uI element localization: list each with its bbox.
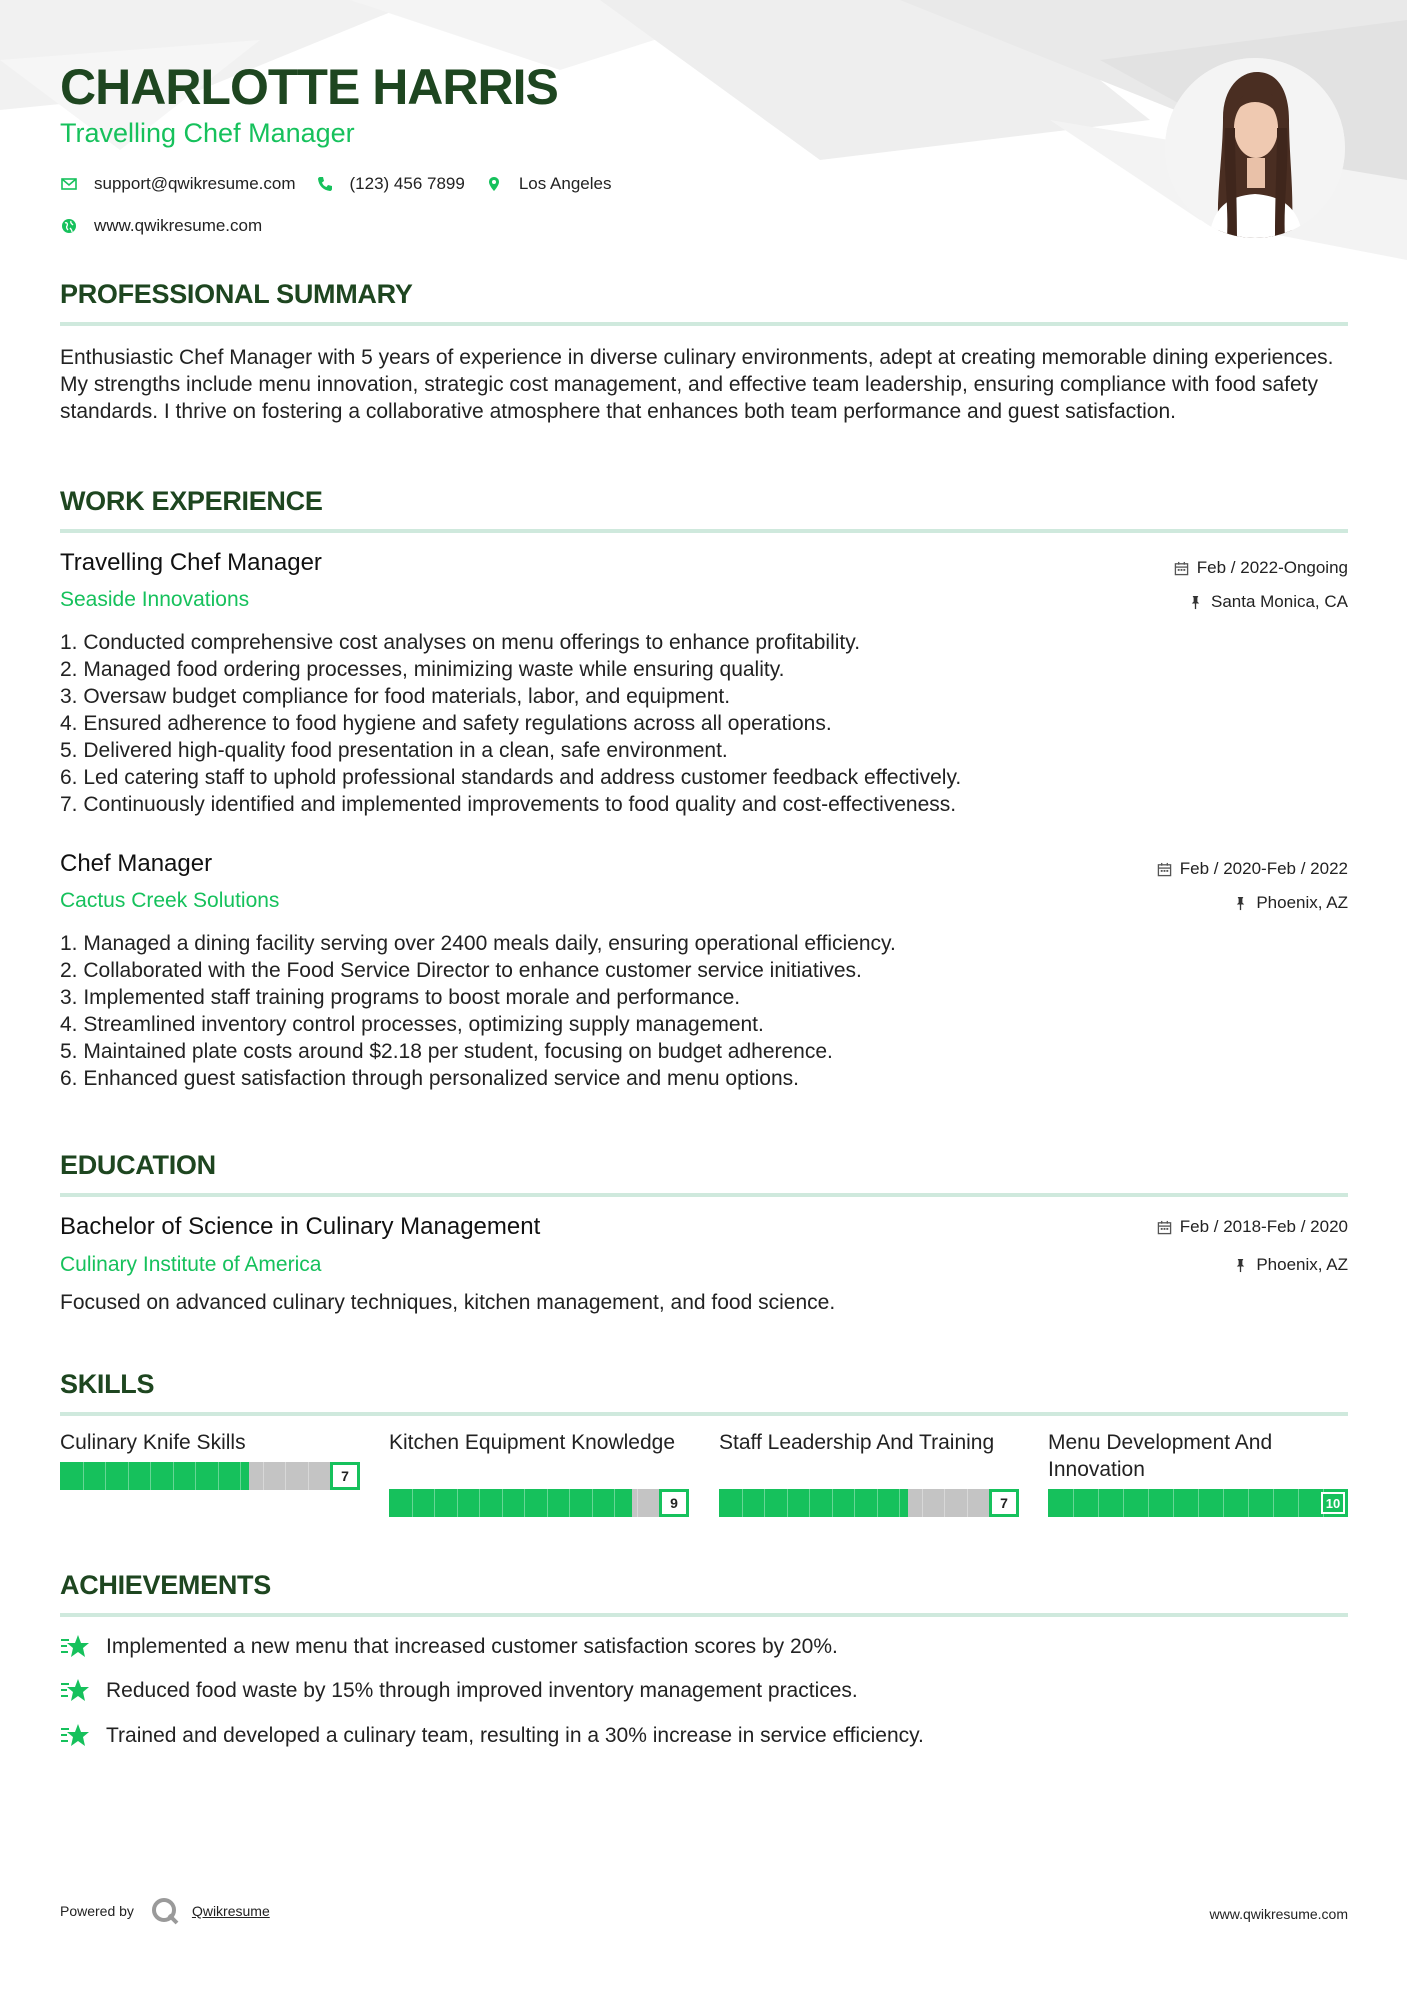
summary-text: Enthusiastic Chef Manager with 5 years of experience in diverse culinary environments, adept at creating memorable dining experiences. My strengths include menu innovation, strategic cost management, and effective team leadership, ensuring compliance with food safety standards. I thrive on fostering a collaborative atmosphere that enhances both team performance and guest satisfaction. — [60, 346, 1334, 423]
section-divider — [60, 529, 1348, 533]
section-summary — [60, 279, 1348, 326]
list-item: 3. Oversaw budget compliance for food materials, labor, and equipment. — [60, 685, 731, 708]
section-education — [60, 1150, 1348, 1197]
job-dates-text: Feb / 2022-Ongoing — [1196, 558, 1348, 577]
skill-item — [60, 1429, 360, 1490]
contact-row — [60, 174, 611, 194]
job-dates-text: Feb / 2020-Feb / 2022 — [1179, 859, 1348, 878]
section-heading: EDUCATION — [60, 1150, 216, 1180]
education-location — [1233, 1255, 1348, 1275]
job-location — [1233, 893, 1348, 913]
star-icon — [60, 1632, 90, 1662]
skill-name: Culinary Knife Skills — [60, 1431, 246, 1454]
calendar-icon — [1174, 561, 1189, 576]
job-bullets — [60, 629, 1348, 818]
section-divider — [60, 1193, 1348, 1197]
skill-bar-segment — [944, 1489, 945, 1517]
skill-bar-segment — [1223, 1489, 1224, 1517]
skill-bar-segment — [832, 1489, 833, 1517]
pushpin-icon — [1233, 896, 1248, 911]
job-company: Cactus Creek Solutions — [60, 889, 280, 912]
skill-bar-segment — [877, 1489, 878, 1517]
skill-bar-segment — [614, 1489, 615, 1517]
skill-bar-segment — [457, 1489, 458, 1517]
phone-icon — [316, 175, 334, 193]
email-icon — [60, 175, 78, 193]
list-item: 5. Delivered high-quality food presentation in a clean, safe environment. — [60, 739, 728, 762]
skill-score: 9 — [659, 1489, 689, 1517]
profile-photo — [1165, 58, 1345, 238]
section-heading: SKILLS — [60, 1369, 155, 1399]
skill-bar-track — [719, 1489, 989, 1517]
skill-bar-segment — [592, 1489, 593, 1517]
pushpin-icon — [1188, 595, 1203, 610]
skill-bar-segment — [1298, 1489, 1299, 1517]
skill-bar-segment — [434, 1489, 435, 1517]
skill-bar-segment — [240, 1462, 241, 1490]
skill-name: Kitchen Equipment Knowledge — [389, 1431, 676, 1454]
section-heading: PROFESSIONAL SUMMARY — [60, 279, 413, 309]
skill-bar-segment — [502, 1489, 503, 1517]
education-dates — [1157, 1217, 1348, 1237]
skill-bar-segment — [173, 1462, 174, 1490]
section-divider — [60, 322, 1348, 326]
section-heading: ACHIEVEMENTS — [60, 1570, 271, 1600]
achievement-text: Reduced food waste by 15% through improved inventory management practices. — [106, 1679, 858, 1702]
skill-bar-segment — [1098, 1489, 1099, 1517]
skill-bar-segment — [854, 1489, 855, 1517]
skill-bar-segment — [1173, 1489, 1174, 1517]
job-location — [1188, 592, 1348, 612]
achievement-text: Trained and developed a culinary team, resulting in a 30% increase in service efficiency. — [106, 1724, 924, 1747]
skill-score: 7 — [330, 1462, 360, 1490]
skill-bar-track — [389, 1489, 659, 1517]
skill-bar-segment — [308, 1462, 309, 1490]
skill-bar-segment — [809, 1489, 810, 1517]
skill-name: Staff Leadership And Training — [719, 1431, 995, 1454]
star-icon — [60, 1721, 90, 1751]
calendar-icon — [1157, 862, 1172, 877]
skill-bar-segment — [899, 1489, 900, 1517]
pushpin-icon — [1233, 1258, 1248, 1273]
skill-bar-segment — [479, 1489, 480, 1517]
qwikresume-logo-icon — [150, 1896, 180, 1926]
skill-bar-segment — [524, 1489, 525, 1517]
skill-bar-segment — [967, 1489, 968, 1517]
skill-bar-segment — [218, 1462, 219, 1490]
skill-bar-segment — [1248, 1489, 1249, 1517]
skill-bar-segment — [922, 1489, 923, 1517]
list-item: 1. Conducted comprehensive cost analyses on menu offerings to enhance profitability. — [60, 631, 861, 654]
calendar-icon — [1157, 1220, 1172, 1235]
list-item: 5. Maintained plate costs around $2.18 per student, focusing on budget adherence. — [60, 1040, 833, 1063]
skill-bar-track — [60, 1462, 330, 1490]
candidate-title: Travelling Chef Manager — [60, 118, 355, 148]
skill-item — [389, 1429, 689, 1517]
skill-bar-segment — [285, 1462, 286, 1490]
job-company: Seaside Innovations — [60, 588, 250, 611]
globe-icon — [60, 217, 78, 235]
skill-bar — [1048, 1489, 1348, 1517]
website-link[interactable]: www.qwikresume.com — [94, 216, 263, 235]
list-item: 4. Ensured adherence to food hygiene and safety regulations across all operations. — [60, 712, 832, 735]
skill-bar-segment — [742, 1489, 743, 1517]
achievement-item — [60, 1676, 858, 1706]
skill-bar-segment — [195, 1462, 196, 1490]
skill-name: Menu Development And Innovation — [1048, 1431, 1273, 1481]
list-item: 4. Streamlined inventory control processes, optimizing supply management. — [60, 1013, 764, 1036]
degree-title: Bachelor of Science in Culinary Management — [60, 1213, 541, 1240]
education-dates-text: Feb / 2018-Feb / 2020 — [1179, 1217, 1348, 1236]
list-item: 2. Collaborated with the Food Service Director to enhance customer service initiatives. — [60, 959, 862, 982]
skill-item — [719, 1429, 1019, 1517]
skill-bar-segment — [1273, 1489, 1274, 1517]
skill-bar-segment — [263, 1462, 264, 1490]
section-heading: WORK EXPERIENCE — [60, 486, 323, 516]
candidate-name: CHARLOTTE HARRIS — [60, 59, 558, 115]
footer-url[interactable]: www.qwikresume.com — [1209, 1906, 1348, 1922]
skill-bar — [389, 1489, 689, 1517]
achievement-item — [60, 1632, 838, 1662]
job-title: Chef Manager — [60, 850, 213, 877]
job-dates — [1174, 558, 1348, 578]
skill-bar-segment — [787, 1489, 788, 1517]
phone-number: (123) 456 7899 — [349, 174, 465, 193]
skill-bar-segment — [105, 1462, 106, 1490]
star-icon — [60, 1676, 90, 1706]
job-location-text: Santa Monica, CA — [1210, 592, 1348, 611]
skill-bar-fill — [389, 1489, 632, 1517]
skill-bar-segment — [1123, 1489, 1124, 1517]
list-item: 6. Led catering staff to uphold professional standards and address customer feedback effectively. — [60, 766, 962, 789]
location-text: Los Angeles — [518, 174, 612, 193]
skill-bar-track — [1048, 1489, 1348, 1517]
powered-by-label: Powered by — [60, 1903, 134, 1919]
skill-bar-segment — [128, 1462, 129, 1490]
section-achievements — [60, 1570, 1348, 1617]
email-link[interactable]: support@qwikresume.com — [94, 174, 296, 193]
skill-bar — [60, 1462, 360, 1490]
school-name: Culinary Institute of America — [60, 1253, 322, 1276]
skill-bar-segment — [412, 1489, 413, 1517]
skill-bar-segment — [547, 1489, 548, 1517]
skill-bar-segment — [637, 1489, 638, 1517]
location-pin-icon — [485, 175, 503, 193]
skill-bar — [719, 1489, 1019, 1517]
list-item: 1. Managed a dining facility serving over 2400 meals daily, ensuring operational efficiency. — [60, 932, 896, 955]
list-item: 6. Enhanced guest satisfaction through personalized service and menu options. — [60, 1067, 799, 1090]
list-item: 3. Implemented staff training programs to boost morale and performance. — [60, 986, 741, 1009]
list-item: 2. Managed food ordering processes, minimizing waste while ensuring quality. — [60, 658, 785, 681]
skill-bar-segment — [764, 1489, 765, 1517]
skill-bar-segment — [1148, 1489, 1149, 1517]
skill-bar-segment — [569, 1489, 570, 1517]
skill-bar-segment — [1198, 1489, 1199, 1517]
section-experience — [60, 486, 1348, 533]
skill-item — [1048, 1429, 1348, 1517]
skill-score: 7 — [989, 1489, 1019, 1517]
education-location-text: Phoenix, AZ — [1256, 1255, 1348, 1274]
skill-bar-fill — [60, 1462, 249, 1490]
section-skills — [60, 1369, 1348, 1416]
skill-bar-segment — [83, 1462, 84, 1490]
section-divider — [60, 1412, 1348, 1416]
section-divider — [60, 1613, 1348, 1617]
skill-bar-fill — [719, 1489, 908, 1517]
achievement-text: Implemented a new menu that increased customer satisfaction scores by 20%. — [106, 1635, 838, 1658]
skill-score: 10 — [1321, 1492, 1345, 1514]
job-location-text: Phoenix, AZ — [1256, 893, 1348, 912]
skill-bar-segment — [150, 1462, 151, 1490]
job-title: Travelling Chef Manager — [60, 549, 322, 576]
resume-page — [60, 0, 1348, 1990]
list-item: 7. Continuously identified and implemented improvements to food quality and cost-effectiveness. — [60, 793, 957, 816]
education-description: Focused on advanced culinary techniques, kitchen management, and food science. — [60, 1291, 836, 1314]
brand-link[interactable]: Qwikresume — [191, 1903, 270, 1919]
achievement-item — [60, 1721, 924, 1751]
contact-row-website — [60, 216, 262, 236]
job-bullets — [60, 930, 1348, 1092]
footer-powered-by — [60, 1896, 270, 1926]
skill-bar-segment — [1073, 1489, 1074, 1517]
job-dates — [1157, 859, 1348, 879]
